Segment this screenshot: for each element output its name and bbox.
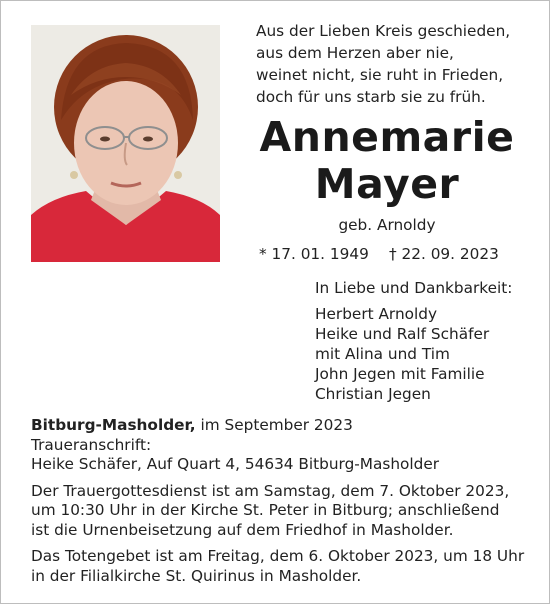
prayer-info [31,547,531,586]
birth-name: geb. Arnoldy [338,216,436,234]
mourners-list [315,304,540,404]
birth-date: * 17. 01. 1949 [259,245,369,263]
poem-line: Aus der Lieben Kreis geschieden, [256,22,511,40]
life-dates [259,244,539,264]
mourner-name: Herbert Arnoldy [315,305,438,323]
prayer-line: in der Filialkirche St. Quirinus in Masholder. [31,566,362,585]
service-line: ist die Urnenbeisetzung auf dem Friedhof in Masholder. [31,520,454,539]
poem-line: aus dem Herzen aber nie, [256,44,454,62]
place-date: im September 2023 [195,416,353,434]
address-text: Heike Schäfer, Auf Quart 4, 54634 Bitburg-Masholder [31,455,440,473]
poem-line: doch für uns starb sie zu früh. [256,88,486,106]
mourner-name: Christian Jegen [315,385,431,403]
mourners-heading: In Liebe und Dankbarkeit: [315,279,513,297]
deceased-last-name: Mayer [314,160,460,208]
deceased-first-name: Annemarie [259,113,515,161]
address-label: Traueranschrift: [31,435,152,454]
place-town: Bitburg-Masholder, [31,416,196,434]
service-line: um 10:30 Uhr in der Kirche St. Peter in Bitburg; anschließend [31,501,500,519]
prayer-line: Das Totengebet ist am Freitag, dem 6. Oktober 2023, um 18 Uhr [31,547,525,565]
mourner-name: mit Alina und Tim [315,345,450,363]
service-info [31,482,531,541]
death-date: † 22. 09. 2023 [389,245,499,263]
mourner-name: John Jegen mit Familie [315,365,485,383]
service-line: Der Trauergottesdienst ist am Samstag, dem 7. Oktober 2023, [31,481,510,500]
portrait-photo [31,25,220,262]
notice-details [31,416,531,586]
poem-line: weinet nicht, sie ruht in Frieden, [256,66,504,84]
place-date-line [31,416,531,436]
mourner-name: Heike und Ralf Schäfer [315,325,490,343]
mourners-block [315,278,540,404]
poem-verse [256,20,536,108]
